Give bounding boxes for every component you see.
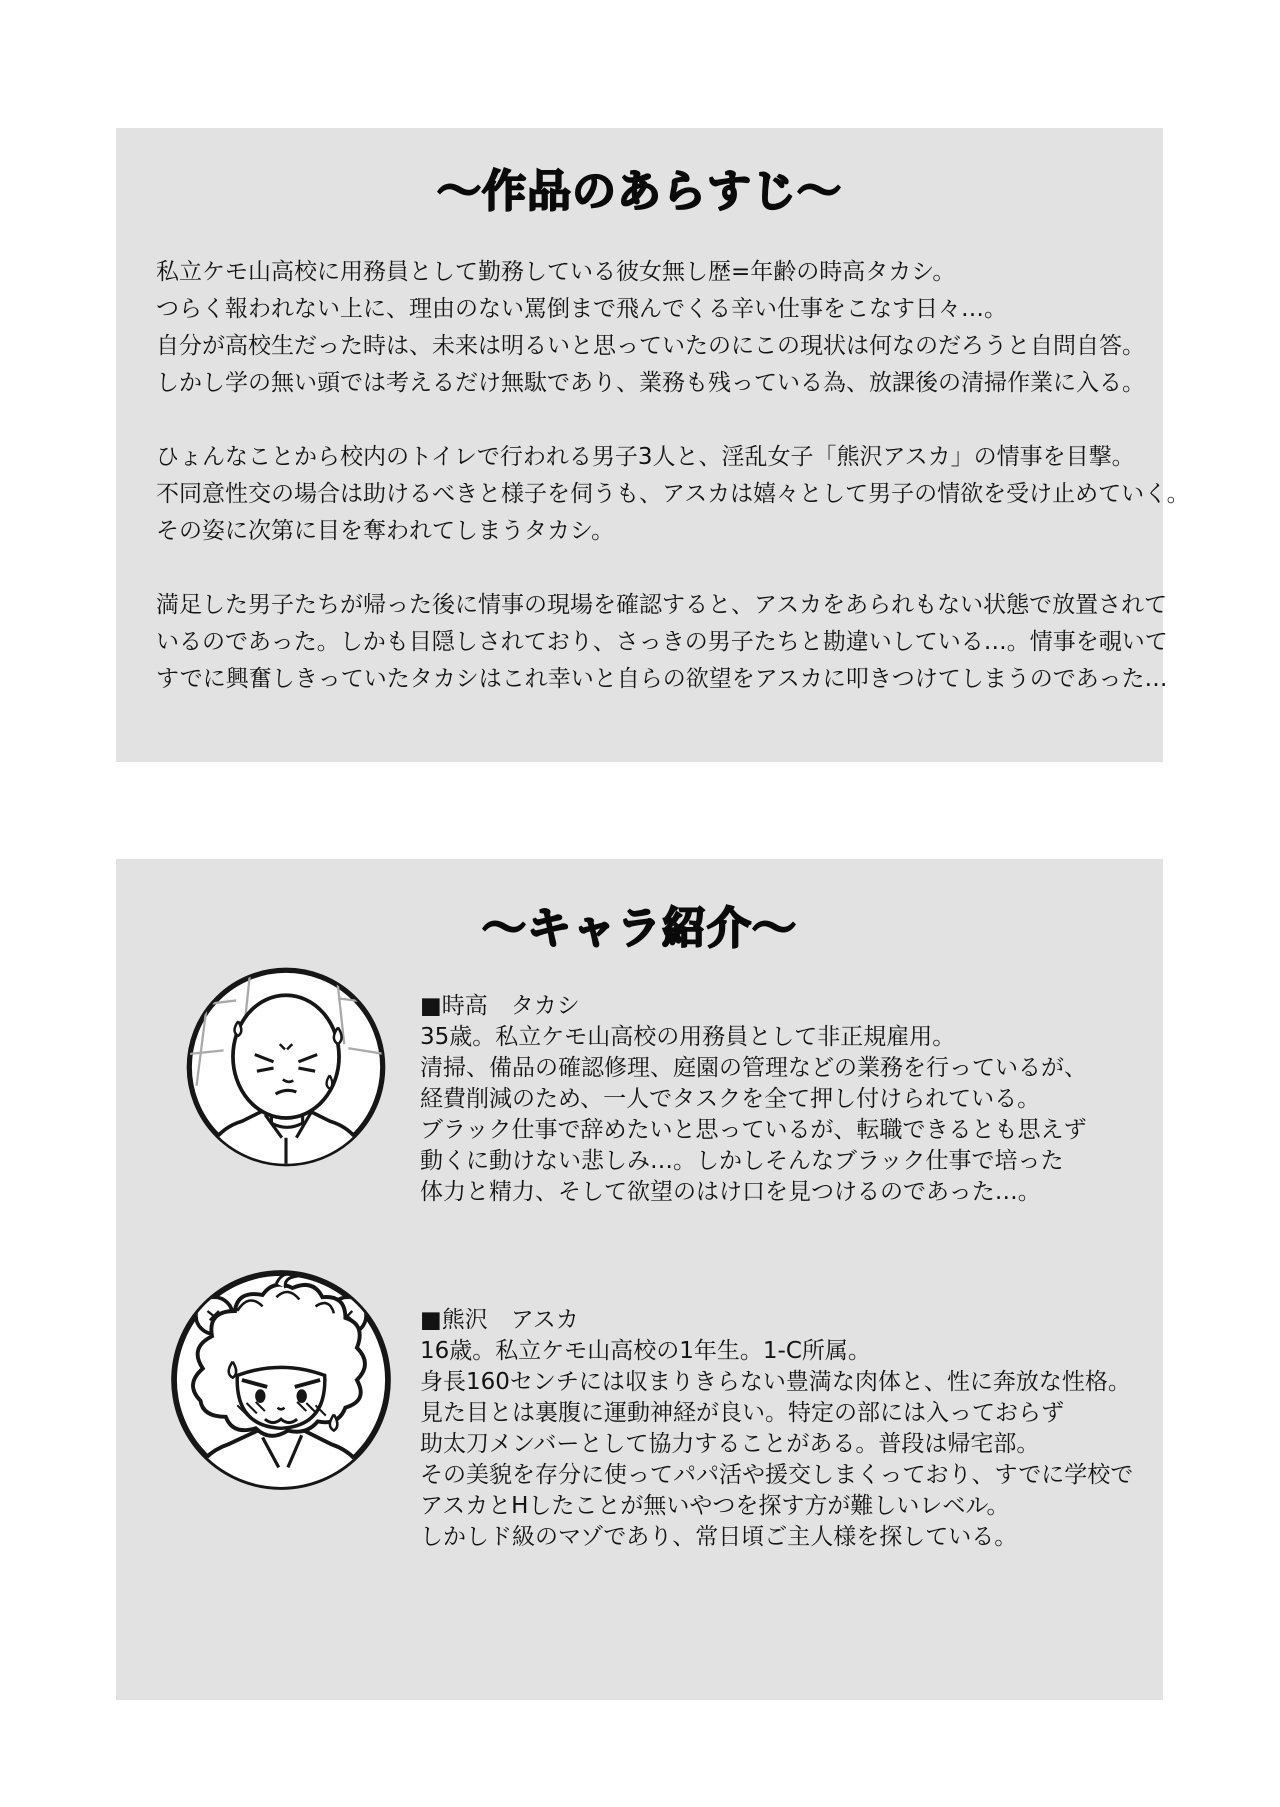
synopsis-paragraph-1 [156, 254, 1145, 402]
text-line: 不同意性交の場合は助けるべきと様子を伺うも、アスカは嬉々として男子の情欲を受け止めていく。 [156, 481, 1190, 507]
text-line: いるのであった。しかも目隠しされており、さっきの男子たちと勘違いしている…。情事を覗いて [156, 629, 1168, 655]
synopsis-title: 〜作品のあらすじ〜 [437, 166, 842, 217]
text-line: 動くに動けない悲しみ…。しかしそんなブラック仕事で培った [420, 1148, 1064, 1174]
character-intro-title: 〜キャラ紹介〜 [482, 903, 797, 954]
asuka-portrait-illustration [166, 1265, 396, 1495]
text-line: 見た目とは裏腹に運動神経が良い。特定の部には入っておらず [420, 1400, 1064, 1426]
text-line: すでに興奮しきっていたタカシはこれ幸いと自らの欲望をアスカに叩きつけてしまうのであった… [156, 666, 1168, 692]
text-line: 経費削減のため、一人でタスクを全て押し付けられている。 [420, 1086, 1041, 1112]
asuka-description [420, 1305, 1133, 1553]
text-line: 16歳。私立ケモ山高校の1年生。1-C所属。 [420, 1338, 871, 1364]
text-line: ブラック仕事で辞めたいと思っているが、転職できるとも思えず [420, 1117, 1087, 1143]
text-line: ひょんなことから校内のトイレで行われる男子3人と、淫乱女子「熊沢アスカ」の情事を目撃。 [156, 444, 1135, 470]
asuka-description-lines [420, 1336, 1133, 1553]
synopsis-panel [116, 128, 1190, 762]
takashi-name-heading: ■時高 タカシ [420, 993, 580, 1019]
text-line: 助太刀メンバーとして協力することがある。普段は帰宅部。 [420, 1431, 1040, 1457]
asuka-name-heading: ■熊沢 アスカ [420, 1307, 579, 1333]
text-line: 私立ケモ山高校に用務員として勤務している彼女無し歴=年齢の時高タカシ。 [156, 259, 956, 285]
text-line: 身長160センチには収まりきらない豊満な肉体と、性に奔放な性格。 [420, 1369, 1131, 1395]
text-line: 35歳。私立ケモ山高校の用務員として非正規雇用。 [420, 1024, 956, 1050]
text-line: 清掃、備品の確認修理、庭園の管理などの業務を行っているが、 [420, 1055, 1087, 1081]
takashi-description-lines [420, 1022, 1087, 1208]
fluffy-haired-girl-sketch-icon [166, 1265, 396, 1495]
text-line: しかし学の無い頭では考えるだけ無駄であり、業務も残っている為、放課後の清掃作業に入る。 [156, 370, 1145, 396]
text-line: しかしド級のマゾであり、常日頃ご主人様を探している。 [420, 1524, 1018, 1550]
text-line: 自分が高校生だった時は、未来は明るいと思っていたのにこの現状は何なのだろうと自問自答。 [156, 333, 1145, 359]
synopsis-body [116, 254, 1190, 698]
bald-janitor-sketch-icon [182, 963, 390, 1171]
text-line: その姿に次第に目を奪われてしまうタカシ。 [156, 518, 615, 544]
takashi-description [420, 991, 1087, 1208]
synopsis-paragraph-2 [156, 439, 1190, 550]
text-line: 満足した男子たちが帰った後に情事の現場を確認すると、アスカをあられもない状態で放置されて [156, 592, 1168, 618]
text-line: アスカとHしたことが無いやつを探す方が難しいレベル。 [420, 1493, 1010, 1519]
text-line: つらく報われない上に、理由のない罵倒まで飛んでくる辛い仕事をこなす日々…。 [156, 296, 1007, 322]
text-line: その美貌を存分に使ってパパ活や援交しまくっており、すでに学校で [420, 1462, 1134, 1488]
synopsis-paragraph-3 [156, 587, 1168, 698]
text-line: 体力と精力、そして欲望のはけ口を見つけるのであった…。 [420, 1179, 1041, 1205]
character-intro-panel [116, 859, 1163, 1700]
takashi-portrait-illustration [182, 963, 390, 1171]
